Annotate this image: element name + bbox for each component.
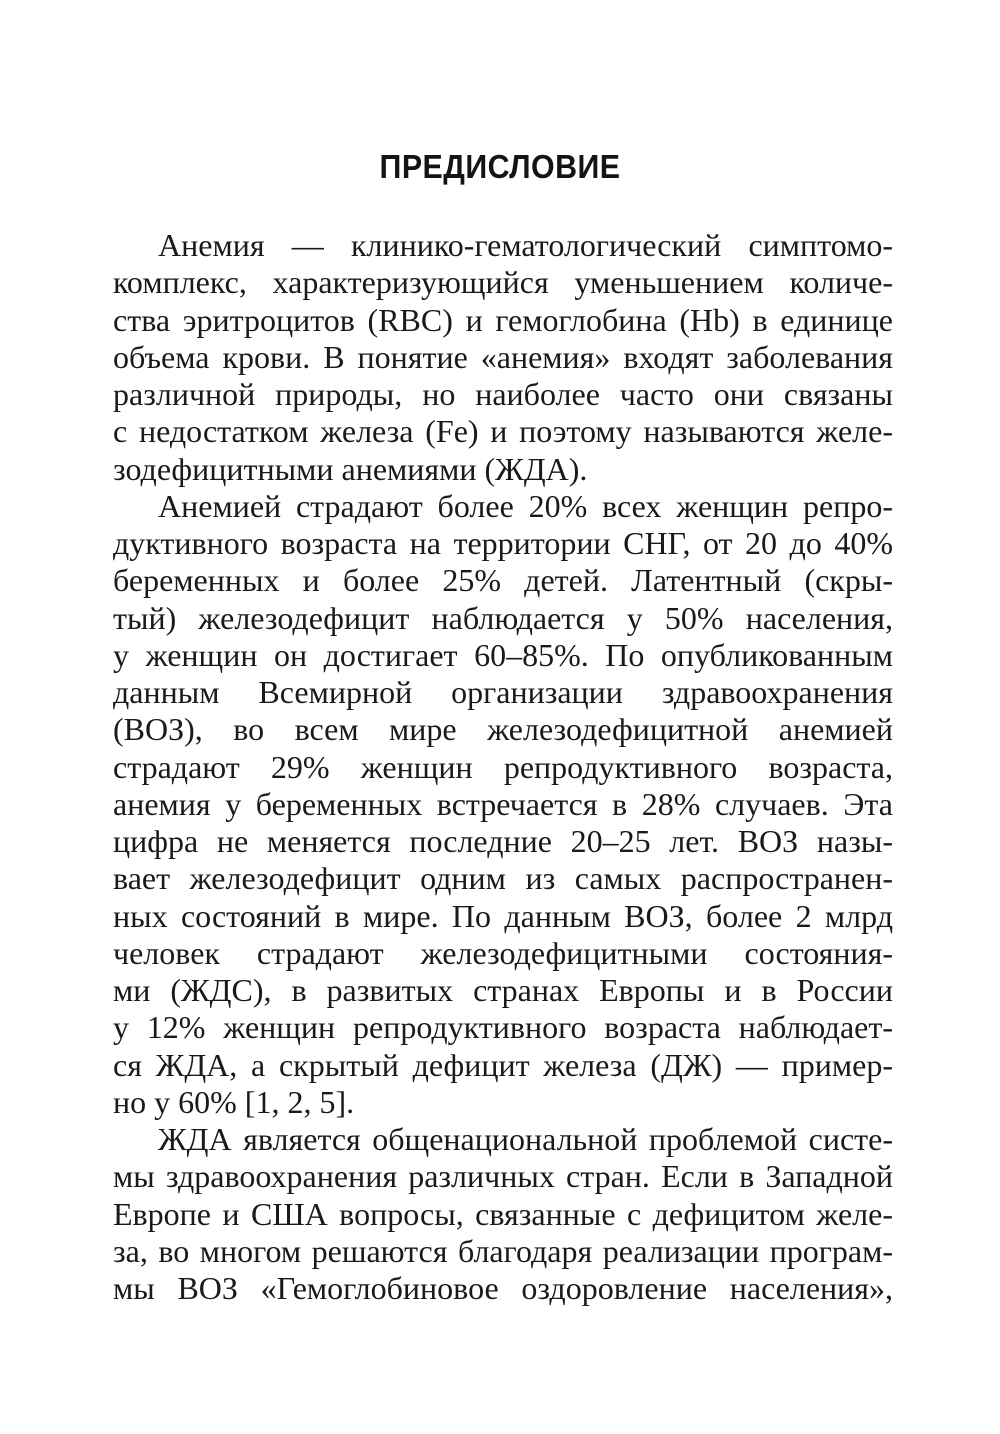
text-line: (ВОЗ), во всем мире железодефицитной анемией [113, 711, 893, 748]
text-line: за, во многом решаются благодаря реализации програм- [113, 1232, 893, 1269]
text-line: ства эритроцитов (RBC) и гемоглобина (Hb) в единице [113, 301, 893, 338]
text-line: беременных и более 25% детей. Латентный (скры- [113, 562, 893, 599]
text-line: комплекс, характеризующийся уменьшением количе- [113, 264, 893, 301]
text-line: Анемия — клинико-гематологический симптомо- [158, 227, 893, 263]
text-line: с недостатком железа (Fe) и поэтому называются желе- [113, 413, 893, 450]
text-line: ЖДА является общенациональной проблемой систе- [158, 1121, 893, 1157]
text-line: ми (ЖДС), в развитых странах Европы и в России [113, 972, 893, 1008]
text-line: различной природы, но наиболее часто они связаны [113, 376, 893, 412]
text-line: страдают 29% женщин репродуктивного возраста, [113, 748, 893, 785]
text-line: Анемией страдают более 20% всех женщин репро- [158, 487, 893, 524]
text-line: объема крови. В понятие «анемия» входят заболевания [113, 338, 893, 375]
text-line: данным Всемирной организации здравоохранения [113, 674, 893, 710]
text-line: но у 60% [1, 2, 5]. [113, 1083, 355, 1120]
body-text [113, 227, 893, 1307]
text-line: анемия у беременных встречается в 28% случаев. Эта [113, 785, 893, 822]
page-title: ПРЕДИСЛОВИЕ [379, 148, 621, 185]
text-line: зодефицитными анемиями (ЖДА). [113, 450, 588, 487]
text-line: дуктивного возраста на территории СНГ, от 20 до 40% [113, 525, 893, 561]
text-line: мы ВОЗ «Гемоглобиновое оздоровление населения», [113, 1270, 893, 1306]
text-line: цифра не меняется последние 20–25 лет. ВОЗ назы- [113, 823, 893, 859]
text-line: у женщин он достигает 60–85%. По опубликованным [113, 636, 893, 673]
text-line: вает железодефицит одним из самых распространен- [113, 860, 893, 897]
text-line: Европе и США вопросы, связанные с дефицитом желе- [113, 1195, 893, 1232]
text-line: ных состояний в мире. По данным ВОЗ, более 2 млрд [113, 897, 893, 934]
text-line: человек страдают железодефицитными состояния- [113, 934, 893, 971]
text-line: мы здравоохранения различных стран. Если в Западной [113, 1158, 893, 1195]
text-line: ся ЖДА, а скрытый дефицит железа (ДЖ) — пример- [113, 1046, 893, 1083]
text-line: у 12% женщин репродуктивного возраста наблюдает- [113, 1009, 893, 1046]
text-line: тый) железодефицит наблюдается у 50% населения, [113, 599, 893, 636]
